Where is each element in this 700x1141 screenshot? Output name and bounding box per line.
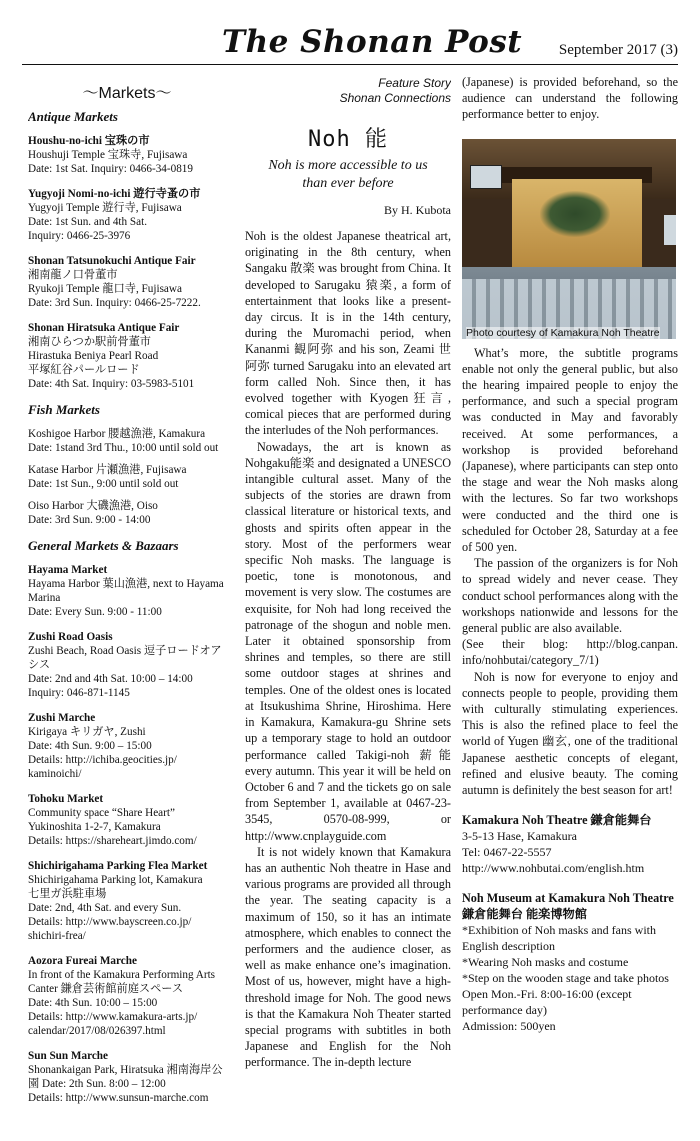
market-name: Yugyoji Nomi-no-ichi 遊行寺蚤の市 [28,188,201,200]
market-line: Hirastuka Beniya Pearl Road [28,350,159,362]
market-line: 平塚紅谷パールロード [28,364,140,376]
market-line: Date: 1st Sun. and 4th Sat. [28,216,148,228]
info-line: 3-5-13 Hase, Kamakura [462,829,577,844]
market-name: Zushi Marche [28,712,96,724]
market-entry [28,254,226,310]
market-name: Sun Sun Marche [28,1050,108,1062]
paragraph: The passion of the organizers is for Noh to spread widely and never cease. They conduct school performances along with the workshops nationwide and lessons for the general public are also available. [462,556,678,636]
noh-theatre-photo [462,139,676,339]
market-name: Hayama Market [28,564,108,576]
market-name: Shichirigahama Parking Flea Market [28,860,208,872]
market-name: Aozora Fureai Marche [28,955,137,967]
market-line: Community space “Share Heart” [28,807,175,819]
market-line: Date: 3rd Sun. Inquiry: 0466-25-7222. [28,297,201,309]
section-heading-general: General Markets & Bazaars [28,538,179,553]
market-line: Shonankaigan Park, Hiratsuka 湘南海岸公園 Date: 2th Sun. 8:00 – 12:00 [28,1064,223,1090]
market-line: Date: 4th Sat. Inquiry: 03-5983-5101 [28,378,195,390]
continuation-text [462,74,678,123]
paragraph: Nowadays, the art is known as Nohgaku能楽 and designated a UNESCO intangible cultural asset. Many of the subjects of the stories are drawn from classical literature or historical texts, and ghosts and spirits often appear in the story. Most of the performers wear specific Noh masks. The language is poetic, tone is monotonous, and movement is very slow. The costumes are exquisite, for Noh had long received the patronage of the shogun and noble men. Later it obtained sponsorship from shrines and temples, so there are still some outdoor stages at shrines and temples. One of the oldest ones is located at Itsukushima Shrine, Hiroshima. Here in Kamakura, Kamakura-gu Shrine sets up a temporary stage to hold an outdoor performance called Takigi-noh 薪能 every autumn. This year it will be held on October 6 and 7 and the tickets go on sale from September 1, available at 0467-23-3545, 0570-08-999, or http://www.cnplayguide.com [245,439,451,843]
theatre-info [462,828,678,876]
photo-credit: Photo courtesy of Kamakura Noh Theatre [466,326,660,339]
market-entry [28,463,226,491]
feature-body [245,228,451,1071]
info-line: *Exhibition of Noh masks and fans with English description [462,923,656,954]
info-line: Tel: 0467-22-5557 [462,845,552,860]
market-line: 湘南龍ノ口骨董市 [28,269,118,281]
markets-column [28,74,226,1112]
market-entry [28,187,226,243]
info-line: Admission: 500yen [462,1019,556,1034]
market-line: Hayama Harbor 葉山漁港, next to Hayama Marina [28,578,224,604]
market-entry [28,1049,226,1105]
market-entry [28,134,226,176]
feature-tagline [245,157,451,193]
market-line: Koshigoe Harbor 腰越漁港, Kamakura [28,428,206,440]
market-line: Oiso Harbor 大磯漁港, Oiso [28,500,158,512]
market-line: Date: 2nd, 4th Sat. and every Sun. [28,902,182,914]
section-heading-fish: Fish Markets [28,402,100,417]
photo-subtitle-screen [470,165,502,189]
market-line: 湘南ひらつか駅前骨董市 [28,336,151,348]
photo-pine-painting [540,191,610,237]
market-name: Houshu-no-ichi 宝珠の市 [28,135,150,147]
market-entry [28,427,226,455]
market-line: Zushi Beach, Road Oasis 逗子ロードオアシス [28,645,222,671]
museum-heading-jp: 鎌倉能舞台 能楽博物館 [462,907,587,922]
market-line: Ryukoji Temple 龍口寺, Fujisawa [28,283,182,295]
market-link[interactable]: Details: http://www.kamakura-arts.jp/ calendar/2017/08/026397.html [28,1011,198,1037]
market-line: Yugyoji Temple 遊行寺, Fujisawa [28,202,182,214]
theatre-link[interactable]: http://www.nohbutai.com/english.htm [462,861,645,876]
market-link[interactable]: Details: http://ichiba.geocities.jp/ kaminoichi/ [28,754,177,780]
paragraph: (Japanese) is provided beforehand, so the audience can understand the following performance better to enjoy. [462,75,678,122]
market-line: In front of the Kamakura Performing Arts Canter 鎌倉芸術館前庭スペース [28,969,216,995]
paragraph: Noh is now for everyone to enjoy and connects people to people, providing them with culturally stimulating experiences. This is also the refined place to feel the world of Yugen 幽玄, one of the traditional Japanese aesthetic concepts of elegant, refined and elusive beauty. The coming autumn is definitely the best season for art! [462,669,678,798]
museum-heading: Noh Museum at Kamakura Noh Theatre [462,891,674,906]
markets-title: 〜Markets〜 [82,85,172,102]
market-line: Date: 1st Sat. Inquiry: 0466-34-0819 [28,163,193,175]
market-entry [28,792,226,848]
info-line: *Step on the wooden stage and take photos [462,971,669,986]
market-name: Shonan Tatsunokuchi Antique Fair [28,255,196,267]
market-entry [28,859,226,943]
market-name: Tohoku Market [28,793,104,805]
market-line: Date: 4th Sun. 10:00 – 15:00 [28,997,158,1009]
feature-label [245,76,451,106]
right-column [462,74,678,1134]
right-body [462,345,678,799]
market-entry [28,563,226,619]
feature-title: Noh 能 [308,127,388,152]
market-name: Zushi Road Oasis [28,631,113,643]
info-line: Open Mon.-Fri. 8:00-16:00 (except performance day) [462,987,632,1018]
market-line: Date: 4th Sun. 9:00 – 15:00 [28,740,152,752]
paragraph: Noh is the oldest Japanese theatrical art, originating in the 8th century, when Sangaku 散楽 was brought from China. It developed to Sarugaku 猿楽, a form of entertainment that looks like a present-day circus. It is in the 14th century, during the Muromachi period, when Kananmi 観阿弥 and his son, Zeami 世阿弥 turned Sarugaku into an elevated art form called Noh. Since then, it has evolved together with Kyogen狂言, comical pieces that are performed during the interludes of the Noh performances. [245,229,451,438]
market-line: Yukinoshita 1-2-7, Kamakura [28,821,161,833]
theatre-heading: Kamakura Noh Theatre 鎌倉能舞台 [462,813,652,828]
market-line: Houshuji Temple 宝珠寺, Fujisawa [28,149,188,161]
tagline-line: Noh is more accessible to us [268,158,428,173]
byline: By H. Kubota [384,203,451,217]
market-link[interactable]: Details: https://shareheart.jimdo.com/ [28,835,197,847]
market-entry [28,711,226,781]
tagline-line: than ever before [302,176,394,191]
market-name: Shonan Hiratsuka Antique Fair [28,322,180,334]
market-entry [28,321,226,391]
museum-info [462,922,678,1034]
market-entry [28,499,226,527]
market-line: Shichirigahama Parking lot, Kamakura [28,874,203,886]
market-link[interactable]: Details: http://www.bayscreen.co.jp/ shichiri-frea/ [28,916,192,942]
market-line: Katase Harbor 片瀬漁港, Fujisawa [28,464,187,476]
paragraph: It is not widely known that Kamakura has an authentic Noh theatre in Hase and various programs are provided all through the year. The seating capacity is a maximum of 150, so it has an intimate atmosphere, which enables to connect the performers and the audience closer, as well as make enhance one’s imagination. Most of us, however, might have a high-threshold image for Noh. The good news is that the Kamakura Noh Theater started special programs with subtitles in both Japanese and English for the Noh performance. The in-depth lecture [245,844,451,1070]
feature-label-line: Feature Story [378,76,451,90]
market-line: Date: Every Sun. 9:00 - 11:00 [28,606,162,618]
feature-column [245,74,451,1132]
market-line: Inquiry: 0466-25-3976 [28,230,131,242]
issue-date: September 2017 (3) [558,42,678,58]
masthead-rule [22,64,678,65]
market-link[interactable]: Details: http://www.sunsun-marche.com [28,1092,209,1104]
section-heading-antique: Antique Markets [28,109,118,124]
photo-side-screen [664,215,676,245]
market-line: Date: 1stand 3rd Thu., 10:00 until sold out [28,442,219,454]
blog-link[interactable]: (See their blog: http://blog.canpan. info/nohbutai/category_7/1) [462,637,678,668]
market-entry [28,954,226,1038]
market-line: Date: 3rd Sun. 9:00 - 14:00 [28,514,151,526]
newspaper-logo: The Shonan Post [222,24,523,60]
paragraph: What’s more, the subtitle programs enable not only the general public, but also the hearing impaired people to enjoy the performance, and such a special program was conducted in May and favorably received. At some performances, a workshop is provided beforehand (Japanese), where participants can step onto the stage and wear the Noh masks along with the lectures. So far two workshops were conducted and the third one is scheduled for October 28, Saturday at a fee of 500 yen. [462,345,678,555]
market-line: Date: 2nd and 4th Sat. 10:00 – 14:00 [28,673,193,685]
market-entry [28,630,226,700]
market-line: Inquiry: 046-871-1145 [28,687,130,699]
masthead [0,20,700,66]
market-line: Date: 1st Sun., 9:00 until sold out [28,478,179,490]
feature-label-line: Shonan Connections [339,91,451,105]
market-line: 七里ガ浜駐車場 [28,888,107,900]
market-line: Kirigaya キリガヤ, Zushi [28,726,146,738]
info-line: *Wearing Noh masks and costume [462,955,629,970]
